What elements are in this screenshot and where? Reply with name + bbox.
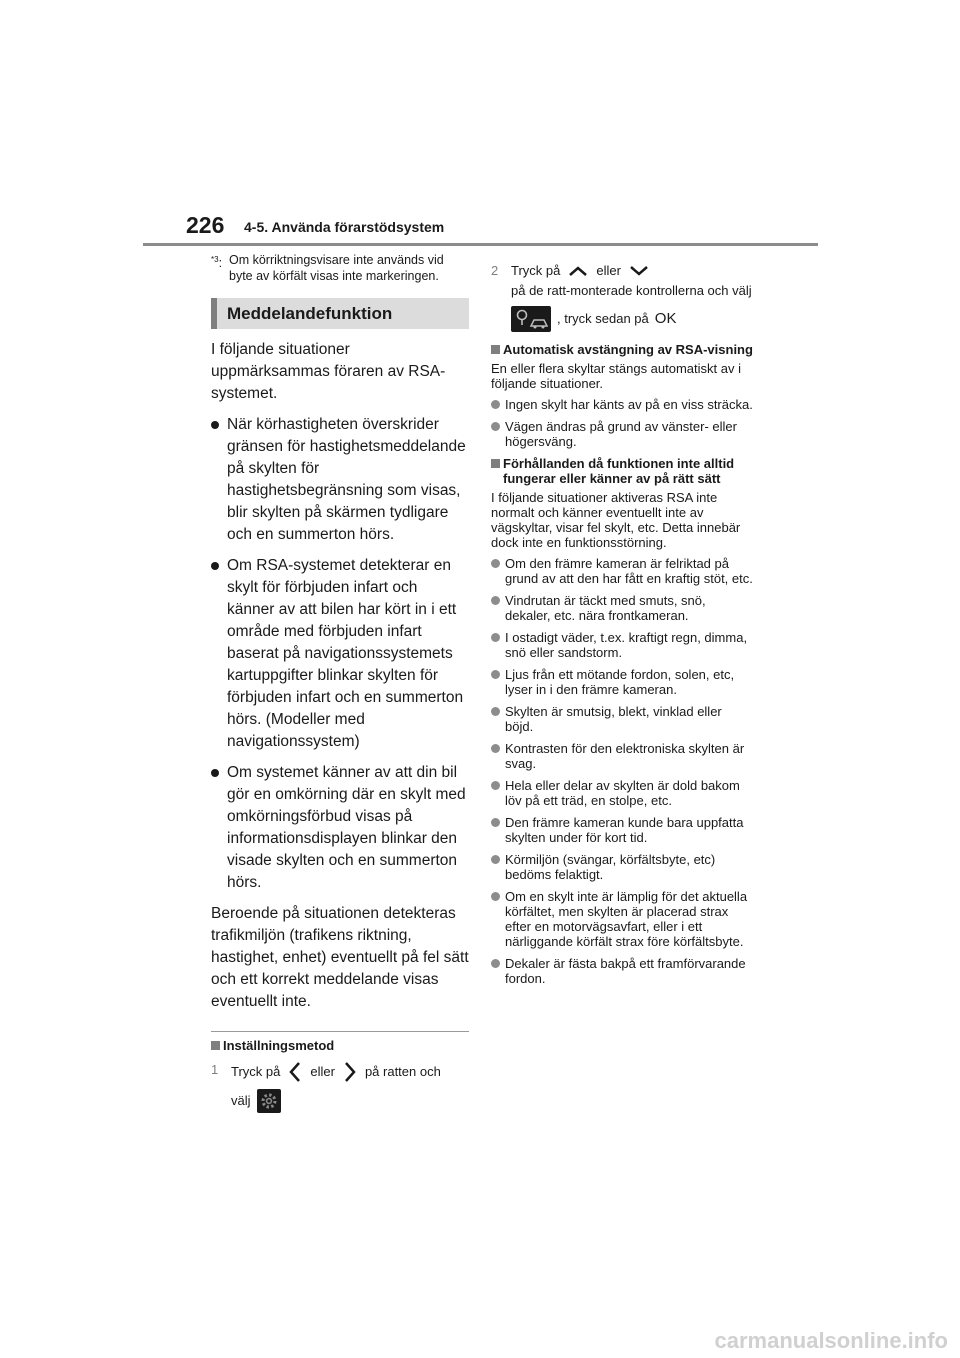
right-column — [491, 262, 753, 993]
list-item: I ostadigt väder, t.ex. kraftigt regn, dimma, snö eller sandstorm. — [491, 630, 753, 660]
message-function-body — [211, 339, 469, 1013]
bullet-icon — [491, 892, 500, 901]
list-item: Vindrutan är täckt med smuts, snö, dekaler, etc. nära frontkameran. — [491, 593, 753, 623]
list-item: Dekaler är fästa bakpå ett framförvarande fordon. — [491, 956, 753, 986]
bullet-icon — [491, 855, 500, 864]
conditions-heading: Förhållanden då funktionen inte alltid fungerar eller känner av på rätt sätt — [491, 456, 753, 486]
intro-paragraph: I följande situationer uppmärksammas föraren av RSA-systemet. — [211, 341, 446, 402]
watermark: carmanualsonline.info — [714, 1328, 948, 1353]
bullet-icon — [491, 959, 500, 968]
divider — [211, 1031, 469, 1032]
bullet-icon — [491, 400, 500, 409]
list-item: Om RSA-systemet detekterar en skylt för förbjuden infart och känner av att bilen har kört in i ett område med förbjuden infart baserat på navigationssystemets kartuppgifter blinkar skylten för förbjuden infart och en summerton hörs. (Modeller med navigationssystem) — [211, 555, 469, 753]
list-item: Om den främre kameran är felriktad på grund av att den har fått en kraftig stöt, etc. — [491, 556, 753, 586]
chevron-left-icon — [288, 1061, 302, 1083]
footnote-text: Om körriktningsvisare inte används vid byte av körfält visas inte markeringen. — [229, 253, 444, 283]
auto-off-heading: Automatisk avstängning av RSA-visning — [491, 342, 753, 357]
bullet-icon — [491, 422, 500, 431]
chevron-right-icon — [343, 1061, 357, 1083]
list-item: Körmiljön (svängar, körfältsbyte, etc) bedöms felaktigt. — [491, 852, 753, 882]
step-1: 1 Tryck på eller på ratten och välj — [211, 1061, 469, 1113]
road-sign-assist-icon — [511, 306, 551, 332]
chevron-up-icon — [568, 265, 588, 277]
list-item: Ljus från ett mötande fordon, solen, etc, lyser in i den främre kameran. — [491, 667, 753, 697]
step-2: 2 Tryck på eller på de ratt-monterade kontrollerna och välj , tryck sedan på OK — [491, 262, 753, 332]
square-bullet-icon — [491, 459, 500, 468]
ok-label: OK — [654, 310, 677, 327]
list-item: Den främre kameran kunde bara uppfatta skylten under för kort tid. — [491, 815, 753, 845]
square-bullet-icon — [491, 345, 500, 354]
settings-gear-icon — [257, 1089, 281, 1113]
bullet-icon — [491, 596, 500, 605]
footnote-mark: $^{*3}$: — [211, 255, 223, 271]
section-heading-meddelandefunktion — [211, 298, 469, 329]
list-item: När körhastigheten överskrider gränsen för hastighetsmeddelande på skylten för hastighetsbegränsning som visas, blir skylten på skärmen tydligare och en summerton hörs. — [211, 414, 469, 546]
bullet-icon — [211, 562, 219, 570]
auto-off-body: En eller flera skyltar stängs automatiskt av i följande situationer. Ingen skylt har känts av på en viss sträcka. Vägen ändras på grund av vänster- eller högersväng. — [491, 361, 753, 449]
bullet-icon — [491, 781, 500, 790]
bullet-icon — [491, 744, 500, 753]
list-item: Hela eller delar av skylten är dold bakom löv på ett träd, en stolpe, etc. — [491, 778, 753, 808]
heading-text: Meddelandefunktion — [227, 303, 393, 323]
section-title: 4-5. Använda förarstödsystem — [244, 219, 445, 235]
footnote — [211, 252, 469, 284]
left-column — [211, 252, 469, 1113]
bullet-icon — [211, 421, 219, 429]
bullet-icon — [491, 670, 500, 679]
bullet-icon — [491, 707, 500, 716]
chevron-down-icon — [629, 265, 649, 277]
step-number: 1 — [211, 1062, 219, 1077]
bullet-icon — [491, 559, 500, 568]
list-item: Om en skylt inte är lämplig för det aktuella körfältet, men skylten är placerad strax efter en motorvägsavfart, eller i ett närliggande körfält strax före körfältsbyte. — [491, 889, 753, 949]
bullet-icon — [491, 818, 500, 827]
list-item: Ingen skylt har känts av på en viss sträcka. — [491, 397, 753, 412]
bullet-icon — [491, 633, 500, 642]
page-number: 226 — [186, 212, 225, 238]
conditions-body: I följande situationer aktiveras RSA inte normalt och känner eventuellt inte av vägskyltar, visar fel skylt, etc. Detta innebär dock inte en funktionsstörning. Om den främre kameran är felriktad på grund av att den har fått en kraftig stöt, etc. Vindrutan är täckt med smuts, snö, dekaler, etc. nära frontkameran. I ostadigt väder, t.ex. kraftigt regn, dimma, snö eller sandstorm. Ljus från ett mötande fordon, solen, etc, lyser in i den främre kameran. Skylten är smutsig, blekt, vinklad eller böjd. Kontrasten för den elektroniska skylten är svag. Hela eller delar av skylten är dold bakom löv på ett träd, en stolpe, etc. Den främre kameran kunde bara uppfatta skylten under för kort tid. Körmiljön (svängar, körfältsbyte, etc) bedöms felaktigt. Om en skylt inte är lämplig för det aktuella körfältet, men skylten är placerad strax efter en motorvägsavfart, eller i ett närliggande körfält strax före körfältsbyte. Dekaler är fästa bakpå ett framförvarande fordon. — [491, 490, 753, 986]
list-item: Kontrasten för den elektroniska skylten är svag. — [491, 741, 753, 771]
closing-paragraph: Beroende på situationen detekteras trafikmiljön (trafikens riktning, hastighet, enhet) eventuellt på fel sätt och ett korrekt meddelande visas eventuellt inte. — [211, 905, 469, 1010]
list-item: Om systemet känner av att din bil gör en omkörning där en skylt med omkörningsförbud visas på informationsdisplayen blinkar den visade skylten och en summerton hörs. — [211, 762, 469, 894]
list-item: Vägen ändras på grund av vänster- eller högersväng. — [491, 419, 753, 449]
settings-heading: Inställningsmetod — [211, 1038, 469, 1053]
square-bullet-icon — [211, 1041, 220, 1050]
header-divider — [143, 243, 818, 246]
bullet-icon — [211, 769, 219, 777]
step-number: 2 — [491, 263, 499, 278]
list-item: Skylten är smutsig, blekt, vinklad eller böjd. — [491, 704, 753, 734]
